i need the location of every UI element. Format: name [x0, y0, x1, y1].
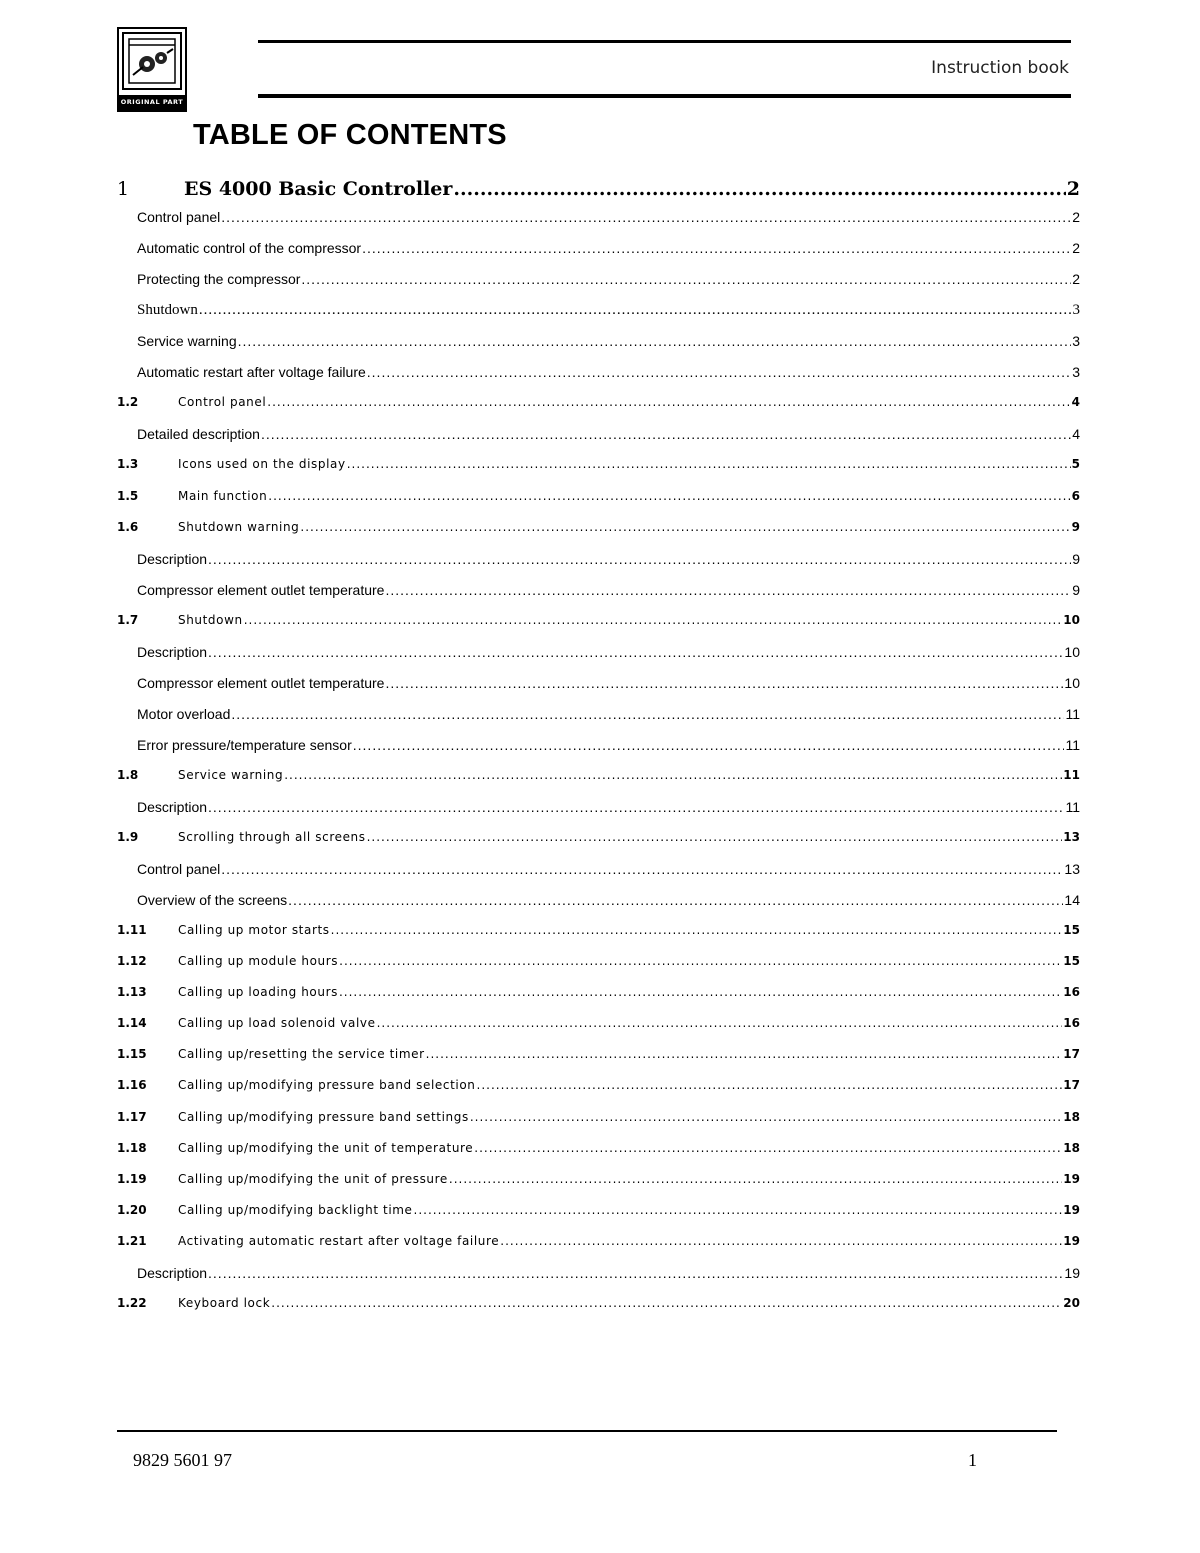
toc-leader-dots — [385, 675, 1063, 691]
toc-entry-page: 2 — [1066, 178, 1080, 200]
toc-entry-number: 1.17 — [117, 1109, 147, 1124]
toc-entry[interactable] — [117, 892, 1080, 908]
footer-rule — [117, 1430, 1057, 1432]
toc-entry-label: Error pressure/temperature sensor — [137, 736, 352, 753]
toc-entry[interactable] — [117, 302, 1080, 319]
header-rule-top — [258, 40, 1071, 43]
toc-entry-label: Motor overload — [137, 705, 231, 722]
toc-leader-dots — [199, 302, 1072, 319]
toc-leader-dots — [367, 364, 1071, 380]
toc-entry[interactable] — [117, 489, 1080, 503]
toc-leader-dots — [238, 333, 1072, 349]
toc-entry-page: 18 — [1063, 1109, 1080, 1124]
toc-leader-dots — [244, 613, 1063, 627]
toc-entry-number: 1.15 — [117, 1047, 147, 1062]
toc-entry-label: Activating automatic restart after voltage failure — [178, 1233, 500, 1248]
toc-entry-number: 1.11 — [117, 923, 147, 938]
toc-entry-number: 1.19 — [117, 1171, 147, 1186]
toc-entry-page: 11 — [1063, 767, 1080, 782]
toc-leader-dots — [362, 240, 1071, 256]
toc-entry-page: 17 — [1063, 1047, 1080, 1062]
toc-entry-label: Calling up motor starts — [178, 923, 330, 938]
toc-entry-label: Shutdown warning — [178, 519, 300, 534]
footer-doc-number: 9829 5601 97 — [133, 1450, 232, 1470]
toc-entry-label: Automatic restart after voltage failure — [137, 364, 366, 381]
toc-leader-dots — [474, 1141, 1062, 1155]
toc-entry-label: Description — [137, 643, 208, 660]
toc-entry-label: Icons used on the display — [178, 457, 346, 472]
toc-entry-label: Calling up/modifying backlight time — [178, 1202, 413, 1217]
toc-entry[interactable] — [117, 737, 1080, 753]
toc-entry-number: 1.2 — [117, 395, 139, 410]
toc-entry[interactable] — [117, 426, 1080, 442]
toc-entry-label: Description — [137, 550, 208, 567]
toc-entry[interactable] — [117, 240, 1080, 256]
toc-entry[interactable] — [117, 582, 1080, 598]
toc-entry-number: 1.22 — [117, 1295, 147, 1310]
toc-leader-dots — [300, 520, 1070, 534]
toc-entry-label: Keyboard lock — [178, 1295, 271, 1310]
toc-entry-number: 1.13 — [117, 985, 147, 1000]
toc-entry[interactable] — [117, 395, 1080, 409]
toc-leader-dots — [426, 1047, 1063, 1061]
toc-entry[interactable] — [117, 1141, 1080, 1155]
toc-entry-page: 9 — [1072, 581, 1080, 598]
toc-entry-label: Calling up/resetting the service timer — [178, 1047, 425, 1062]
toc-entry-page: 9 — [1072, 550, 1080, 567]
toc-entry[interactable] — [117, 830, 1080, 844]
toc-leader-dots — [268, 489, 1070, 503]
toc-entry-label: Main function — [178, 488, 268, 503]
toc-entry-label: Calling up/modifying the unit of pressure — [178, 1171, 448, 1186]
toc-entry[interactable] — [117, 799, 1080, 815]
toc-entry-label: ES 4000 Basic Controller — [184, 178, 453, 200]
toc-entry[interactable] — [117, 333, 1080, 349]
toc-entry[interactable] — [117, 520, 1080, 534]
toc-entry-label: Compressor element outlet temperature — [137, 674, 385, 691]
toc-entry-page: 5 — [1071, 457, 1080, 472]
toc-entry-page: 16 — [1063, 985, 1080, 1000]
toc-entry[interactable] — [117, 1265, 1080, 1281]
toc-entry[interactable] — [117, 271, 1080, 287]
toc-entry-page: 2 — [1072, 209, 1080, 226]
toc-entry-label: Shutdown — [137, 302, 198, 319]
toc-entry-page: 2 — [1072, 240, 1080, 257]
toc-entry-label: Control panel — [178, 395, 267, 410]
toc-entry-page: 6 — [1071, 488, 1080, 503]
toc-entry[interactable] — [117, 1172, 1080, 1186]
toc-leader-dots — [339, 985, 1062, 999]
toc-entry-label: Automatic control of the compressor — [137, 240, 362, 257]
toc-leader-dots — [267, 395, 1070, 409]
toc-leader-dots — [477, 1078, 1063, 1092]
toc-entry-label: Calling up/modifying pressure band selection — [178, 1078, 476, 1093]
toc-entry-number: 1.16 — [117, 1078, 147, 1093]
toc-entry-page: 17 — [1063, 1078, 1080, 1093]
toc-leader-dots — [231, 706, 1064, 722]
toc-entry-page: 15 — [1063, 923, 1080, 938]
toc-entry-page: 2 — [1072, 271, 1080, 288]
toc-leader-dots — [449, 1172, 1062, 1186]
toc-entry-number: 1.6 — [117, 519, 139, 534]
toc-entry[interactable] — [117, 923, 1080, 937]
toc-entry-page: 19 — [1064, 1264, 1080, 1281]
toc-entry-page: 13 — [1064, 861, 1080, 878]
toc-entry-page: 13 — [1063, 830, 1080, 845]
toc-entry-page: 3 — [1072, 302, 1080, 319]
toc-entry[interactable] — [117, 551, 1080, 567]
toc-entry-label: Overview of the screens — [137, 892, 288, 909]
footer-page-number: 1 — [968, 1450, 977, 1470]
toc-entry-number: 1.14 — [117, 1016, 147, 1031]
toc-entry-label: Scrolling through all screens — [178, 830, 366, 845]
toc-entry[interactable] — [117, 1016, 1080, 1030]
logo-text: ORIGINAL PART — [120, 98, 184, 106]
toc-entry-page: 16 — [1063, 1016, 1080, 1031]
toc-entry[interactable] — [117, 457, 1080, 471]
toc-entry[interactable] — [117, 178, 1080, 200]
toc-entry-page: 15 — [1063, 954, 1080, 969]
toc-leader-dots — [221, 861, 1063, 877]
toc-entry-page: 10 — [1064, 643, 1080, 660]
toc-leader-dots — [208, 644, 1063, 660]
toc-leader-dots — [271, 1296, 1062, 1310]
toc-entry-page: 4 — [1072, 426, 1080, 443]
header-title: Instruction book — [931, 58, 1069, 78]
toc-leader-dots — [288, 892, 1063, 908]
toc-leader-dots — [500, 1234, 1062, 1248]
toc-entry-number: 1.12 — [117, 954, 147, 969]
toc-entry[interactable] — [117, 706, 1080, 722]
toc-entry-number: 1.20 — [117, 1202, 147, 1217]
toc-entry-label: Service warning — [137, 333, 237, 350]
toc-entry-label: Calling up load solenoid valve — [178, 1016, 376, 1031]
toc-entry-page: 4 — [1071, 395, 1080, 410]
toc-entry-label: Compressor element outlet temperature — [137, 581, 385, 598]
toc-entry-page: 11 — [1065, 736, 1080, 753]
toc-entry[interactable] — [117, 1047, 1080, 1061]
toc-leader-dots — [221, 209, 1071, 225]
toc-leader-dots — [377, 1016, 1063, 1030]
toc-entry-page: 10 — [1064, 674, 1080, 691]
toc-entry[interactable] — [117, 209, 1080, 225]
toc-entry[interactable] — [117, 675, 1080, 691]
toc-entry-number: 1.7 — [117, 612, 139, 627]
toc-entry-page: 11 — [1065, 799, 1080, 815]
toc-leader-dots — [331, 923, 1063, 937]
toc-entry[interactable] — [117, 1203, 1080, 1217]
toc-entry-page: 19 — [1063, 1202, 1080, 1217]
toc-entry-label: Calling up loading hours — [178, 985, 338, 1000]
toc-entry[interactable] — [117, 768, 1080, 782]
toc-leader-dots — [367, 830, 1063, 844]
toc-leader-dots — [208, 551, 1071, 567]
toc-entry-label: Calling up/modifying pressure band settings — [178, 1109, 469, 1124]
toc-entry-number: 1.3 — [117, 457, 139, 472]
toc-entry-label: Calling up module hours — [178, 954, 339, 969]
toc-leader-dots — [453, 178, 1065, 200]
toc-entry[interactable] — [117, 985, 1080, 999]
header-rule-bottom — [258, 94, 1071, 98]
toc-entry-page: 3 — [1072, 333, 1080, 350]
toc-entry[interactable] — [117, 861, 1080, 877]
toc-entry[interactable] — [117, 364, 1080, 380]
toc-entry-page: 3 — [1072, 364, 1080, 381]
toc-entry-label: Detailed description — [137, 426, 260, 443]
toc-leader-dots — [470, 1110, 1062, 1124]
toc-leader-dots — [353, 737, 1065, 753]
toc-leader-dots — [301, 271, 1071, 287]
toc-entry-number: 1 — [117, 178, 130, 200]
toc-leader-dots — [347, 457, 1071, 471]
toc-entry-page: 14 — [1064, 892, 1080, 909]
toc-leader-dots — [339, 954, 1062, 968]
toc-entry-label: Description — [137, 1264, 208, 1281]
toc-entry[interactable] — [117, 1296, 1080, 1310]
toc-entry[interactable] — [117, 1110, 1080, 1124]
toc-entry-page: 20 — [1063, 1295, 1080, 1310]
toc-entry-page: 19 — [1063, 1233, 1080, 1248]
original-part-logo — [117, 27, 187, 112]
toc-entry[interactable] — [117, 954, 1080, 968]
toc-entry-page: 18 — [1063, 1140, 1080, 1155]
toc-entry[interactable] — [117, 1078, 1080, 1092]
toc-entry-label: Calling up/modifying the unit of temperature — [178, 1140, 474, 1155]
toc-entry[interactable] — [117, 644, 1080, 660]
toc-entry-page: 11 — [1065, 705, 1080, 722]
toc-leader-dots — [208, 799, 1064, 815]
toc-entry-number: 1.21 — [117, 1233, 147, 1248]
toc-entry-label: Shutdown — [178, 612, 243, 627]
toc-entry-number: 1.18 — [117, 1140, 147, 1155]
toc-entry-number: 1.8 — [117, 767, 139, 782]
toc-entry-label: Control panel — [137, 209, 221, 226]
toc-entry-page: 9 — [1071, 519, 1080, 534]
toc-entry-number: 1.5 — [117, 488, 139, 503]
toc-entry-label: Protecting the compressor — [137, 271, 301, 288]
toc-leader-dots — [414, 1203, 1063, 1217]
toc-entry-page: 10 — [1063, 612, 1080, 627]
toc-entry-label: Control panel — [137, 861, 221, 878]
toc-entry[interactable] — [117, 613, 1080, 627]
toc-entry-page: 19 — [1063, 1171, 1080, 1186]
toc-entry-label: Description — [137, 799, 208, 815]
toc-title: TABLE OF CONTENTS — [193, 119, 507, 151]
toc-leader-dots — [385, 582, 1071, 598]
toc-entry-label: Service warning — [178, 767, 284, 782]
toc-entry-number: 1.9 — [117, 830, 139, 845]
toc-leader-dots — [261, 426, 1071, 442]
toc-leader-dots — [208, 1265, 1063, 1281]
toc-entry[interactable] — [117, 1234, 1080, 1248]
toc-leader-dots — [284, 768, 1062, 782]
